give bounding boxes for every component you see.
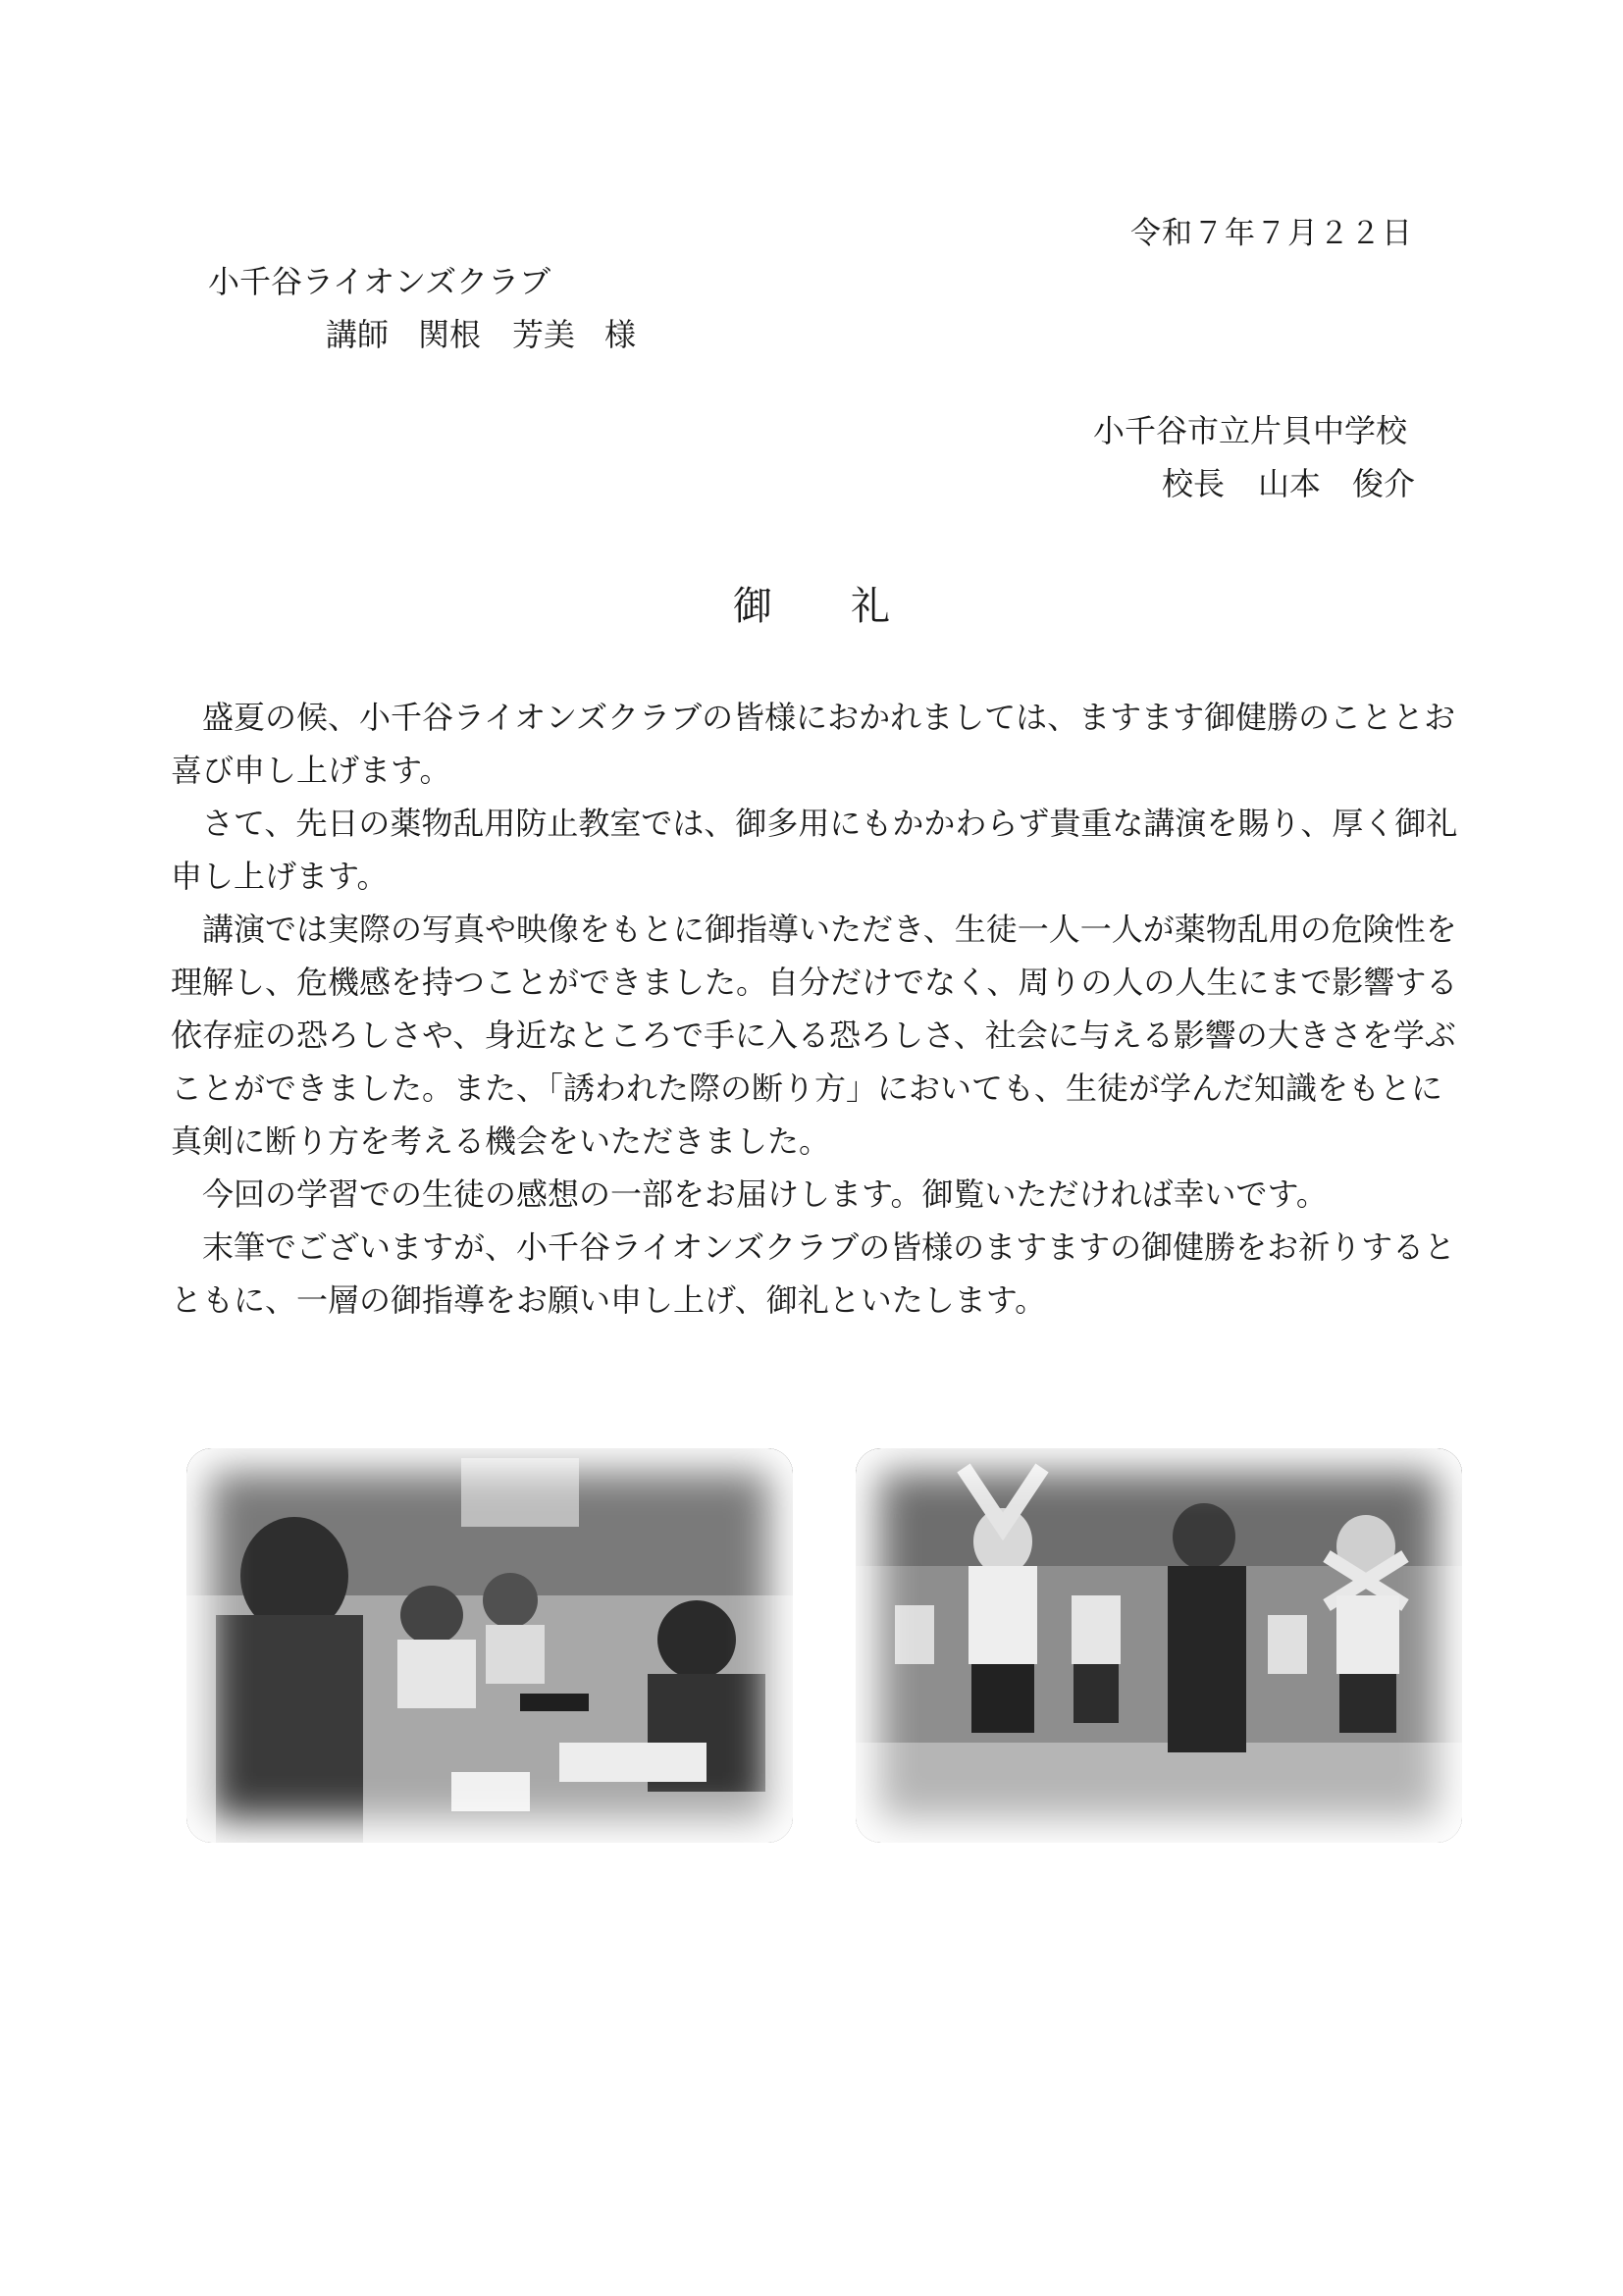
paragraph-thanks: さて、先日の薬物乱用防止教室では、御多用にもかかわらず貴重な講演を賜り、厚く御礼申し上げます。 xyxy=(171,805,1458,895)
letter-title: 御礼 xyxy=(733,584,969,629)
paragraph-lecture: 講演では実際の写真や映像をもとに御指導いただき、生徒一人一人が薬物乱用の危険性を理解し、危機感を持つことができました。自分だけでなく、周りの人の人生にまで影響する依存症の恐ろしさや、身近なところで手に入る恐ろしさ、社会に与える影響の大きさを学ぶことができました。また、「誘われた際の断り方」においても、生徒が学んだ知識をもとに真剣に断り方を考える機会をいただきました。 xyxy=(171,911,1458,1160)
recipient-organization: 小千谷ライオンズクラブ xyxy=(208,263,551,300)
photo-students-refusal-practice xyxy=(856,1448,1462,1843)
sender-role: 校長 xyxy=(1161,465,1225,502)
sender-name: 山本 俊介 xyxy=(1257,465,1415,502)
recipient-name: 関根 芳美 xyxy=(418,316,576,353)
letter-body xyxy=(171,691,1468,1327)
recipient-honorific: 様 xyxy=(604,316,637,353)
photo-students-discussion xyxy=(186,1448,793,1843)
paragraph-greeting: 盛夏の候、小千谷ライオンズクラブの皆様におかれましては、ますます御健勝のこととお喜び申し上げます。 xyxy=(171,699,1456,789)
letter-date: 令和７年７月２２日 xyxy=(1130,216,1413,251)
recipient-person xyxy=(326,310,665,355)
paragraph-closing: 末筆でございますが、小千谷ライオンズクラブの皆様のますますの御健勝をお祈りするとともに、一層の御指導をお願い申し上げ、御礼といたします。 xyxy=(171,1228,1456,1319)
paragraph-impressions: 今回の学習での生徒の感想の一部をお届けします。御覧いただければ幸いです。 xyxy=(202,1175,1328,1213)
sender-person xyxy=(1128,459,1415,504)
sender-school: 小千谷市立片貝中学校 xyxy=(1092,412,1407,449)
recipient-role: 講師 xyxy=(326,316,390,353)
